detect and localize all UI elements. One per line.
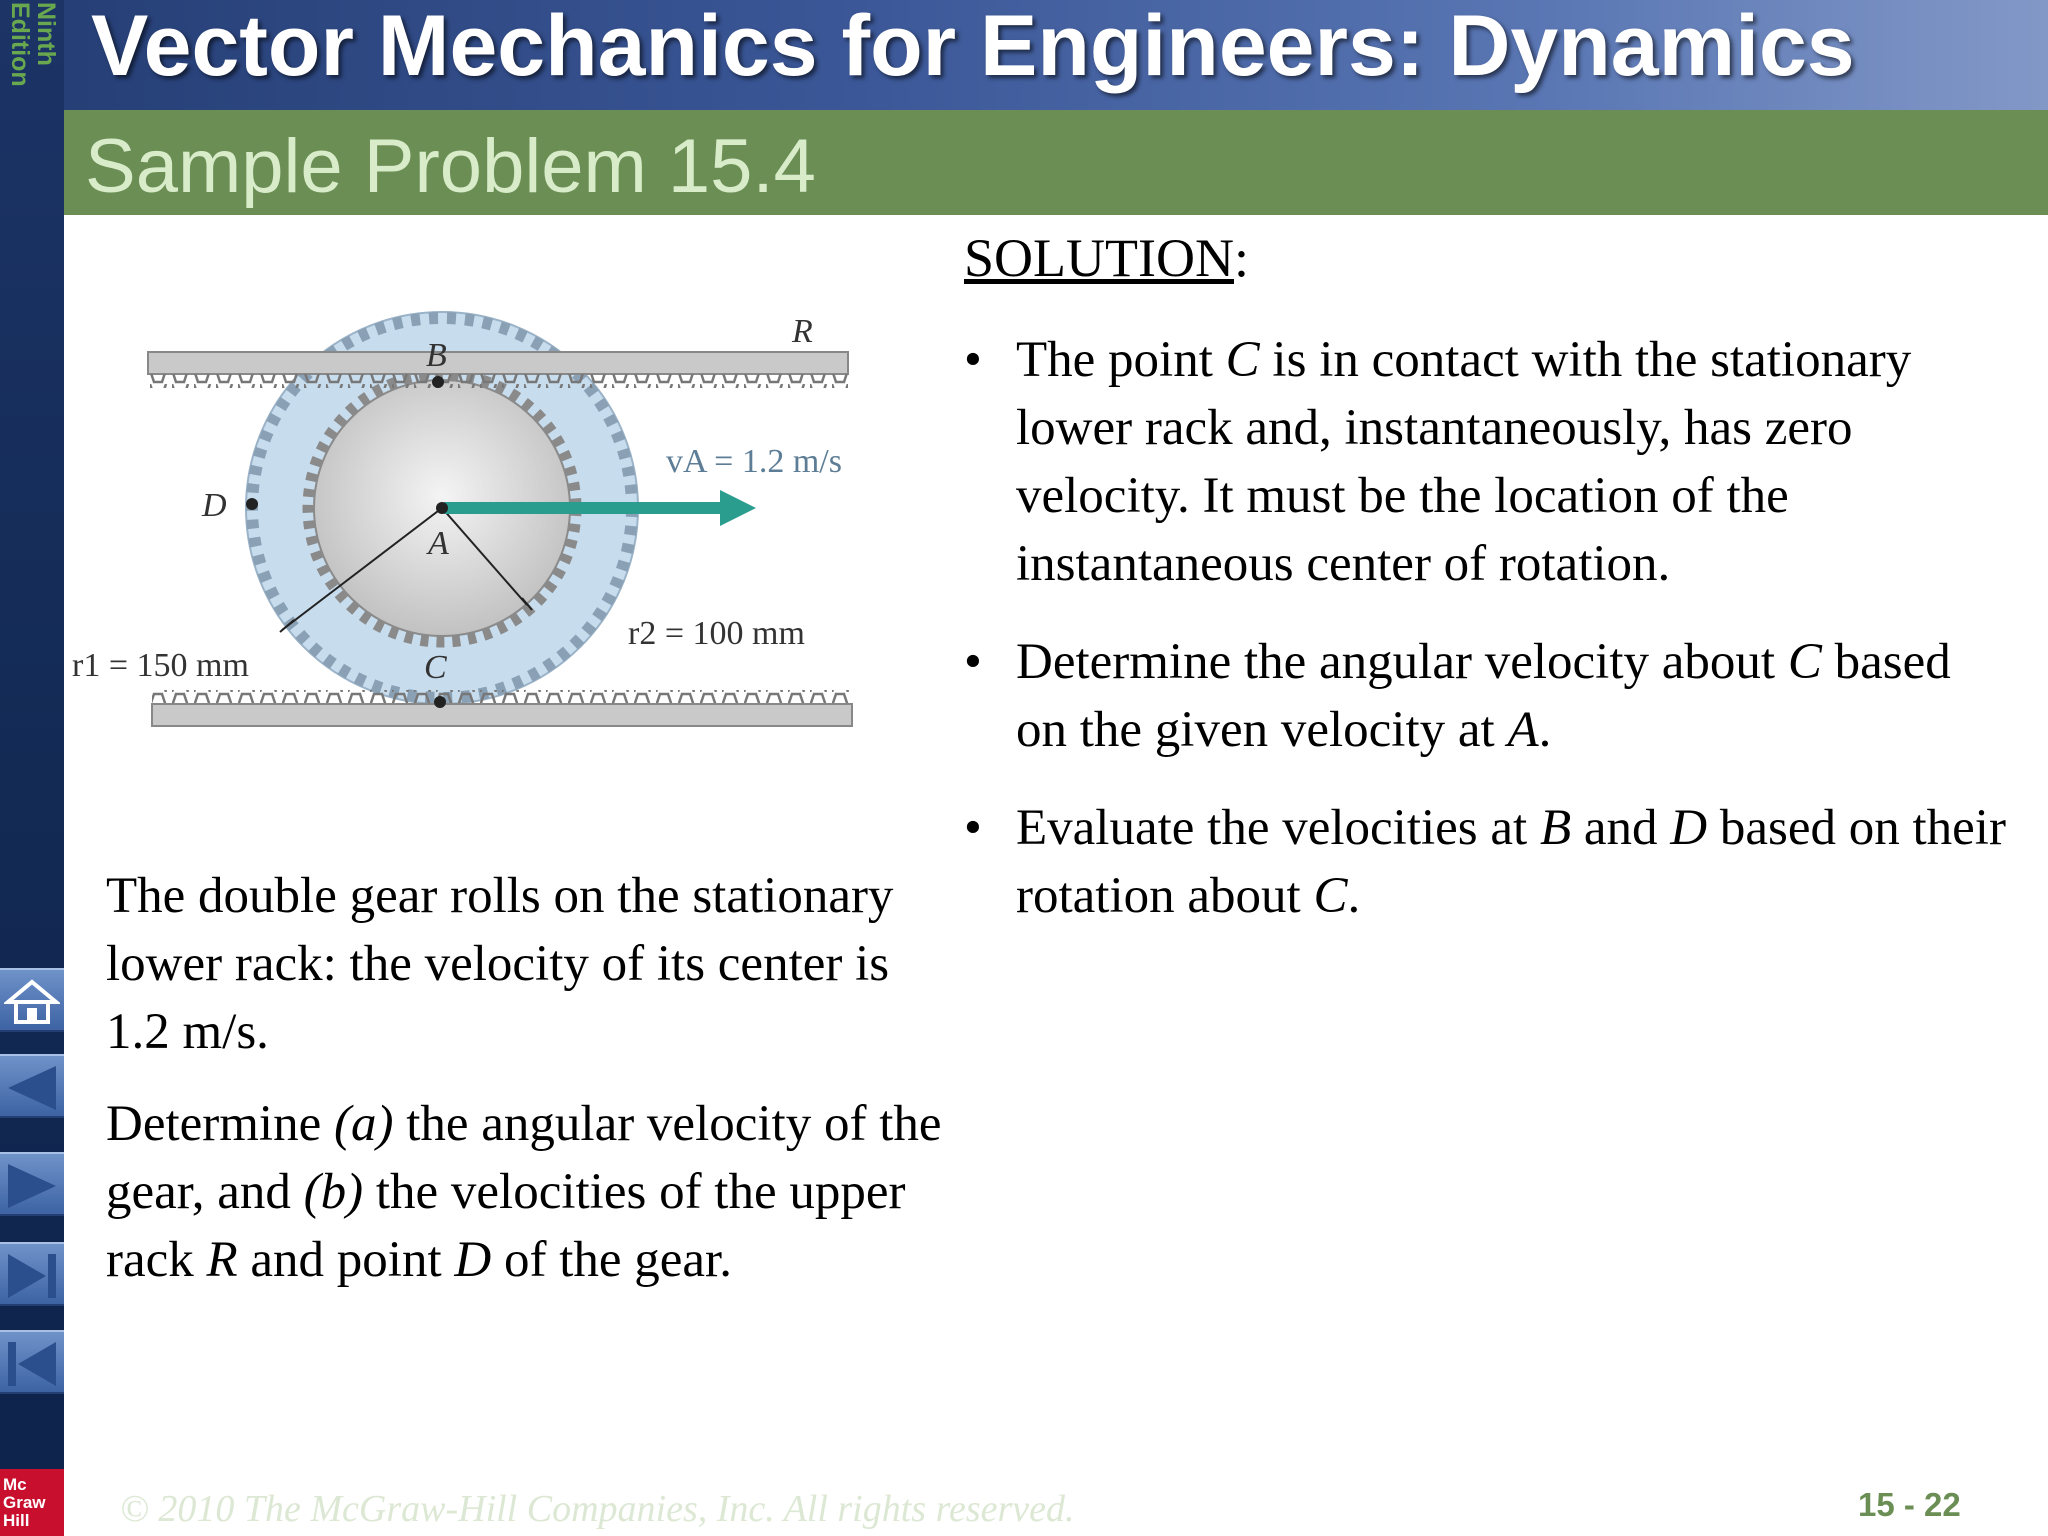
slide-number: 15 - 22 (1858, 1486, 1961, 1523)
slide-title: Sample Problem 15.4 (85, 124, 816, 209)
solution-heading (964, 226, 1249, 290)
text-segment: the velocities of the upper rack (106, 1164, 906, 1288)
text-segment: The point (1016, 332, 1226, 388)
text-segment: C (1225, 332, 1260, 388)
last-slide-button[interactable] (0, 1242, 64, 1306)
edition-label (0, 0, 64, 116)
text-segment: R (206, 1232, 238, 1288)
label-R: R (792, 313, 813, 350)
text-segment: the angular velocity of the gear, and (106, 1096, 942, 1220)
bullet-dot: • (964, 634, 982, 690)
text-segment: based on their rotation about (1016, 800, 2006, 924)
home-button[interactable] (0, 968, 64, 1032)
first-slide-button[interactable] (0, 1330, 64, 1394)
bullet-dot: • (964, 332, 982, 388)
text-segment: and point (237, 1232, 455, 1288)
previous-button[interactable] (0, 1054, 64, 1118)
text-segment: Evaluate the velocities at (1016, 800, 1540, 856)
radius-r1-label: r1 = 150 mm (72, 647, 249, 684)
solution-bullet-3 (964, 794, 2014, 930)
text-segment: (a) (333, 1096, 394, 1152)
problem-paragraph-2 (106, 1090, 946, 1294)
home-icon (4, 976, 60, 1028)
point-B (432, 376, 444, 388)
text-segment: is in contact with the stationary lower rack and, instantaneously, has zero velocity. It must be the location of the instantaneous center of rotation. (1016, 332, 1912, 592)
next-arrow-icon (4, 1160, 60, 1212)
previous-arrow-icon (4, 1062, 60, 1114)
text-segment: . (1538, 702, 1552, 758)
velocity-label: vA = 1.2 m/s (666, 443, 842, 480)
solution-bullet-1 (964, 326, 2014, 598)
label-B: B (426, 337, 447, 374)
text-segment: Determine (106, 1096, 334, 1152)
book-title: Vector Mechanics for Engineers: Dynamics (91, 0, 1855, 94)
logo-line3: Hill (3, 1510, 30, 1530)
text-segment: B (1539, 800, 1572, 856)
navigation-sidebar (0, 0, 64, 1536)
text-segment: A (1507, 702, 1539, 758)
title-bar (64, 0, 2048, 110)
lower-rack (152, 690, 852, 726)
point-D (246, 498, 258, 510)
logo-line1: Mc (3, 1474, 27, 1494)
text-segment: of the gear. (491, 1232, 732, 1288)
text-segment: (b) (303, 1164, 364, 1220)
label-D: D (202, 487, 227, 524)
double-gear-figure (62, 300, 944, 740)
edition-line2: Edition (6, 2, 34, 87)
solution-colon: : (1233, 228, 1249, 288)
label-C: C (424, 649, 447, 686)
problem-paragraph-1: The double gear rolls on the stationary lower rack: the velocity of its center is 1.2 m/s. (106, 868, 894, 1060)
point-C (434, 696, 446, 708)
solution-bullet-2 (964, 628, 2014, 764)
text-segment: C (1313, 868, 1348, 924)
bullet-dot: • (964, 800, 982, 856)
text-segment: and (1571, 800, 1671, 856)
text-segment: C (1787, 634, 1822, 690)
subtitle-bar (64, 110, 2048, 215)
upper-rack (148, 352, 848, 388)
edition-line1: Ninth (32, 2, 60, 66)
logo-line2: Graw (3, 1492, 46, 1512)
text-segment: D (1670, 800, 1708, 856)
text-segment: based on the given velocity at (1016, 634, 1951, 758)
point-A (436, 502, 448, 514)
text-segment: . (1347, 868, 1361, 924)
radius-r2-label: r2 = 100 mm (628, 615, 805, 652)
mcgraw-hill-logo (0, 1469, 64, 1536)
solution-title: SOLUTION (964, 228, 1234, 288)
copyright-notice: © 2010 The McGraw-Hill Companies, Inc. All rights reserved. (120, 1488, 1075, 1530)
problem-statement (106, 862, 946, 1318)
next-button[interactable] (0, 1152, 64, 1216)
first-slide-icon (4, 1338, 60, 1390)
label-A: A (428, 525, 449, 562)
text-segment: Determine the angular velocity about (1016, 634, 1788, 690)
solution-bullets (964, 326, 2014, 960)
last-slide-icon (4, 1250, 60, 1302)
text-segment: D (454, 1232, 492, 1288)
